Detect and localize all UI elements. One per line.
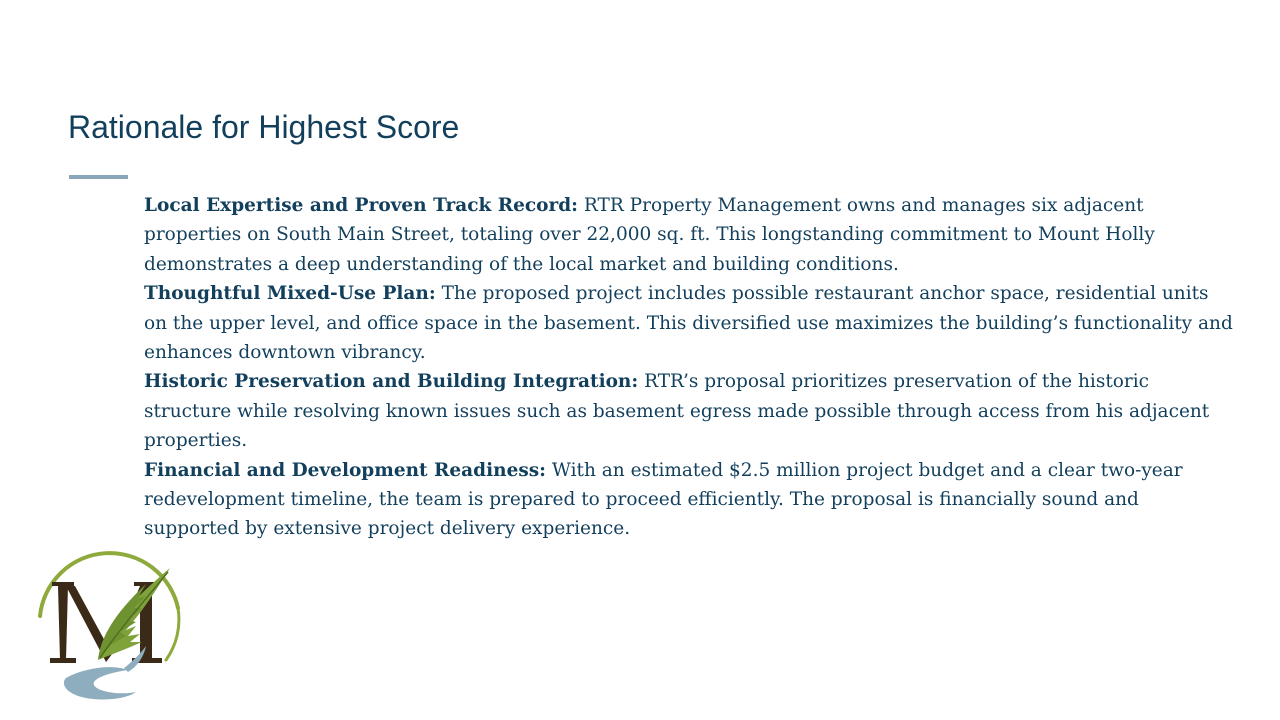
- paragraph-text: RTR’s proposal prioritizes preservation of the historic structure while resolving known issues such as basement egress made possible through access from his adjacent properties.: [144, 371, 1210, 452]
- paragraph-heading: Thoughtful Mixed-Use Plan:: [144, 283, 436, 305]
- slide-body: [144, 191, 1234, 544]
- paragraph-heading: Local Expertise and Proven Track Record:: [144, 195, 579, 216]
- paragraph-text: With an estimated $2.5 million project budget and a clear two-year redevelopment timeline, the team is prepared to proceed efficiently. The proposal is financially sound and supported by extensive project delivery experience.: [144, 459, 1183, 540]
- paragraph-financial-readiness: [144, 456, 1234, 544]
- paragraph-heading: Financial and Development Readiness:: [144, 459, 547, 481]
- title-underline: [69, 175, 128, 179]
- mount-holly-m-logo-icon: [28, 542, 188, 706]
- paragraph-heading: Historic Preservation and Building Integration:: [144, 371, 639, 393]
- paragraph-historic-preservation: [144, 367, 1234, 455]
- paragraph-local-expertise: [144, 191, 1234, 279]
- paragraph-text: The proposed project includes possible restaurant anchor space, residential units on the upper level, and office space in the basement. This diversified use maximizes the building’s functionality and enhances downtown vibrancy.: [144, 283, 1233, 364]
- slide-title: Rationale for Highest Score: [68, 109, 460, 145]
- paragraph-text: RTR Property Management owns and manages six adjacent properties on South Main Street, totaling over 22,000 sq. ft. This longstanding commitment to Mount Holly demonstrates a deep understanding of the local market and building conditions.: [144, 195, 1155, 275]
- paragraph-mixed-use-plan: [144, 279, 1234, 367]
